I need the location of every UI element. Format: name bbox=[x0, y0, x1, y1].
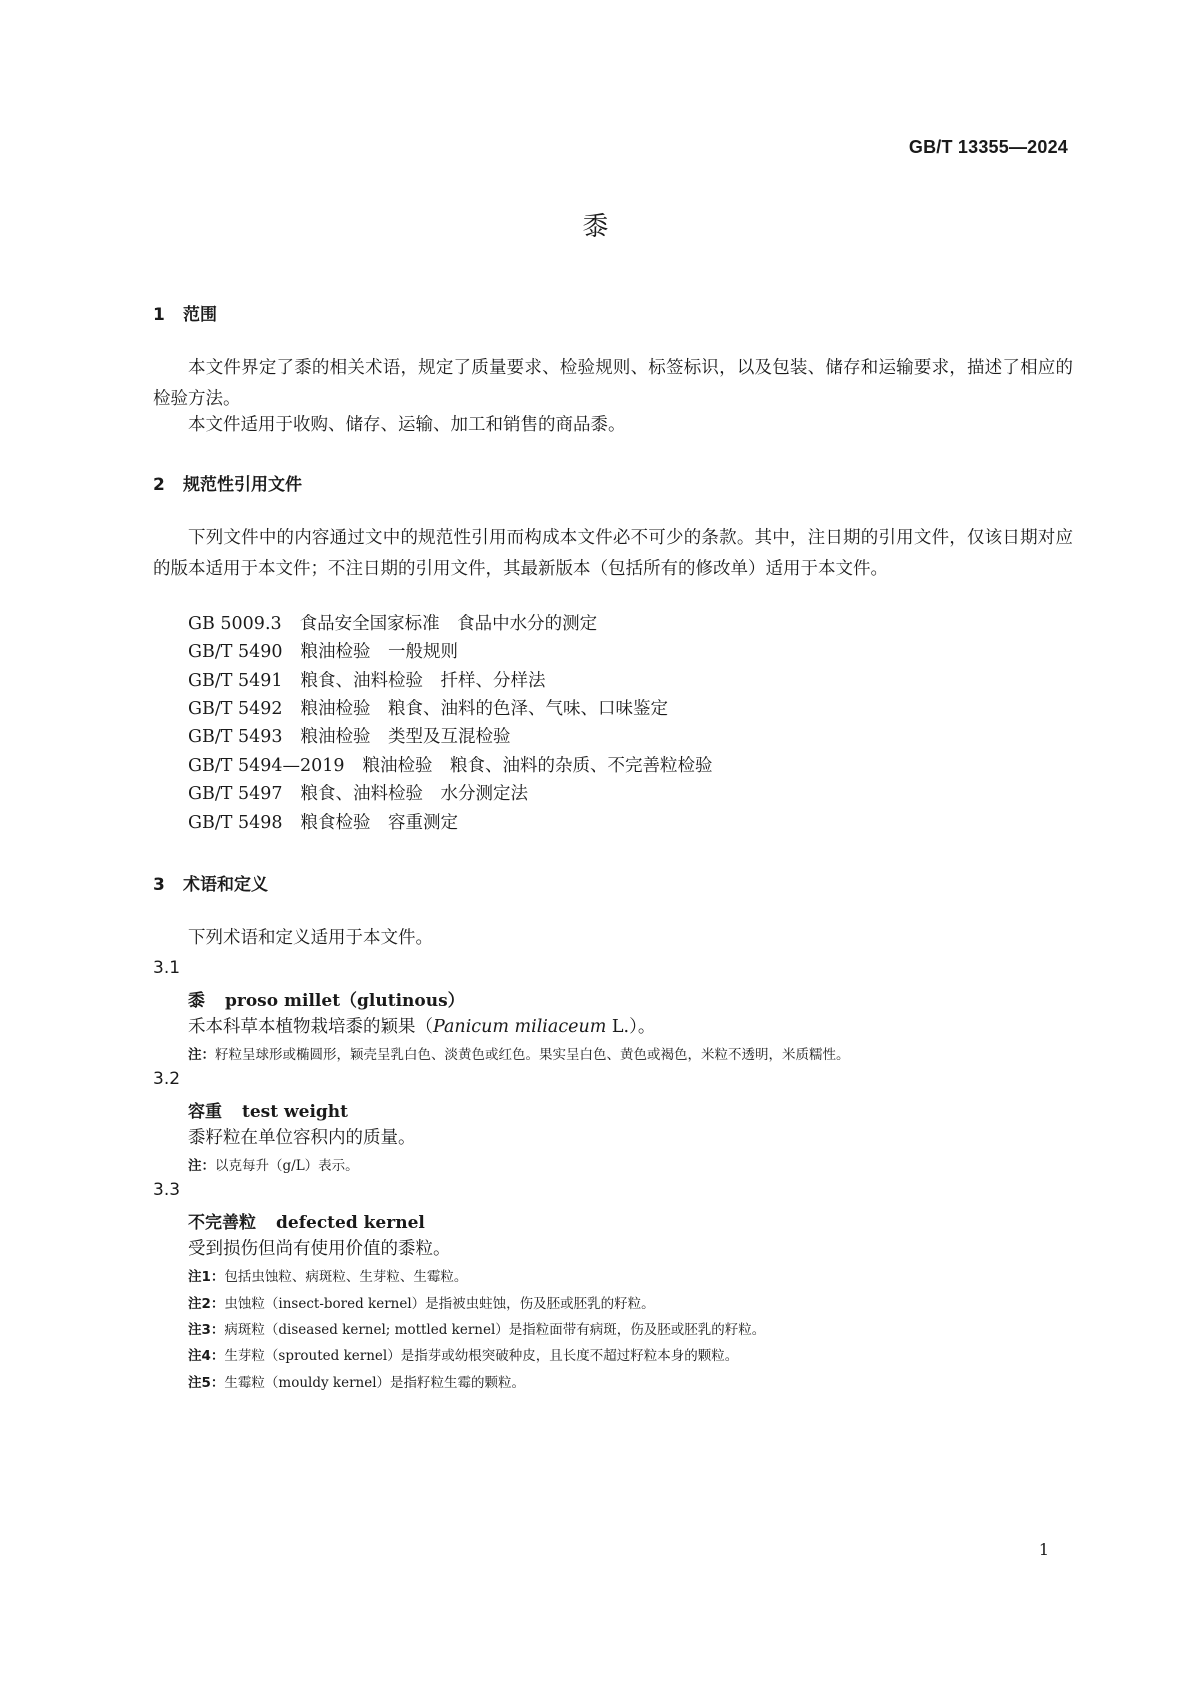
term-definition-text: L.）。 bbox=[606, 1017, 656, 1037]
reference-code: GB/T 5491 bbox=[188, 671, 283, 691]
paragraph: 下列文件中的内容通过文中的规范性引用而构成本文件必不可少的条款。其中，注日期的引用文件，仅该日期对应的版本适用于本文件；不注日期的引用文件，其最新版本（包括所有的修改单）适用于本文件。 bbox=[153, 528, 1073, 579]
note-label: 注： bbox=[188, 1047, 215, 1063]
reference-title: 粮食、油料检验 扦样、分样法 bbox=[300, 671, 546, 691]
term-name-zh: 不完善粒 bbox=[188, 1213, 256, 1233]
note-label: 注： bbox=[188, 1158, 215, 1174]
reference-item bbox=[188, 808, 458, 838]
reference-title: 粮食检验 容重测定 bbox=[300, 813, 459, 833]
term-number: 3.2 bbox=[153, 1069, 181, 1089]
paragraph: 本文件适用于收购、储存、运输、加工和销售的商品黍。 bbox=[188, 415, 626, 435]
reference-title: 粮油检验 粮食、油料的色泽、气味、口味鉴定 bbox=[300, 699, 669, 719]
section-number: 1 bbox=[153, 305, 165, 325]
term-name bbox=[188, 1097, 348, 1122]
reference-item bbox=[188, 609, 597, 639]
term-name-en: proso millet（glutinous） bbox=[225, 991, 465, 1011]
reference-title: 粮油检验 类型及互混检验 bbox=[300, 727, 511, 747]
reference-item bbox=[188, 722, 511, 752]
reference-code: GB/T 5498 bbox=[188, 813, 283, 833]
note-text: 籽粒呈球形或椭圆形，颖壳呈乳白色、淡黄色或红色。果实呈白色、黄色或褐色，米粒不透明，米质糯性。 bbox=[215, 1047, 850, 1063]
paragraph: 本文件界定了黍的相关术语，规定了质量要求、检验规则、标签标识，以及包装、储存和运输要求，描述了相应的检验方法。 bbox=[153, 358, 1073, 409]
term-note bbox=[188, 1292, 655, 1312]
section-heading-scope bbox=[153, 300, 217, 325]
reference-title: 粮油检验 一般规则 bbox=[300, 642, 459, 662]
term-note bbox=[188, 1043, 850, 1063]
section-title: 规范性引用文件 bbox=[183, 475, 302, 495]
reference-item bbox=[188, 637, 458, 667]
term-definition bbox=[188, 1013, 655, 1038]
reference-item bbox=[188, 666, 546, 696]
reference-code: GB/T 5497 bbox=[188, 784, 283, 804]
term-note bbox=[188, 1318, 765, 1338]
note-text: 以克每升（g/L）表示。 bbox=[215, 1158, 359, 1174]
note-label: 注3： bbox=[188, 1322, 225, 1338]
section-heading-terms bbox=[153, 870, 268, 895]
term-note bbox=[188, 1265, 467, 1285]
reference-code: GB/T 5490 bbox=[188, 642, 283, 662]
term-name-zh: 容重 bbox=[188, 1102, 222, 1122]
reference-code: GB 5009.3 bbox=[188, 614, 282, 634]
document-code: GB/T 13355—2024 bbox=[908, 137, 1068, 157]
term-definition-text: 禾本科草本植物栽培黍的颖果（ bbox=[188, 1017, 433, 1037]
note-text: 病斑粒（diseased kernel; mottled kernel）是指粒面带有病斑，伤及胚或胚乳的籽粒。 bbox=[224, 1322, 766, 1338]
term-note bbox=[188, 1154, 359, 1174]
note-label: 注5： bbox=[188, 1375, 225, 1391]
term-name bbox=[188, 986, 465, 1011]
term-name-zh: 黍 bbox=[188, 991, 205, 1011]
term-number: 3.3 bbox=[153, 1180, 181, 1200]
note-text: 包括虫蚀粒、病斑粒、生芽粒、生霉粒。 bbox=[224, 1269, 468, 1285]
section-number: 3 bbox=[153, 875, 165, 895]
term-note bbox=[188, 1344, 738, 1364]
term-name-en: test weight bbox=[242, 1102, 349, 1122]
term-number: 3.1 bbox=[153, 958, 181, 978]
reference-item bbox=[188, 694, 668, 724]
document-title: 黍 bbox=[582, 212, 609, 242]
reference-title: 食品安全国家标准 食品中水分的测定 bbox=[299, 614, 598, 634]
reference-code: GB/T 5494—2019 bbox=[188, 756, 345, 776]
section-title: 范围 bbox=[183, 305, 217, 325]
note-text: 虫蚀粒（insect-bored kernel）是指被虫蛀蚀，伤及胚或胚乳的籽粒。 bbox=[224, 1296, 655, 1312]
reference-item bbox=[188, 751, 713, 781]
reference-title: 粮油检验 粮食、油料的杂质、不完善粒检验 bbox=[362, 756, 713, 776]
page-number: 1 bbox=[1038, 1540, 1049, 1559]
note-label: 注2： bbox=[188, 1296, 225, 1312]
reference-code: GB/T 5493 bbox=[188, 727, 283, 747]
note-label: 注4： bbox=[188, 1348, 225, 1364]
note-text: 生霉粒（mouldy kernel）是指籽粒生霉的颗粒。 bbox=[224, 1375, 526, 1391]
scientific-name: Panicum miliaceum bbox=[433, 1017, 607, 1037]
section-number: 2 bbox=[153, 475, 165, 495]
section-title: 术语和定义 bbox=[183, 875, 268, 895]
note-label: 注1： bbox=[188, 1269, 225, 1285]
section-heading-normative bbox=[153, 470, 302, 495]
paragraph: 下列术语和定义适用于本文件。 bbox=[188, 928, 433, 948]
term-note bbox=[188, 1371, 525, 1391]
note-text: 生芽粒（sprouted kernel）是指芽或幼根突破种皮，且长度不超过籽粒本身的颗粒。 bbox=[224, 1348, 739, 1364]
reference-title: 粮食、油料检验 水分测定法 bbox=[300, 784, 529, 804]
term-definition: 黍籽粒在单位容积内的质量。 bbox=[188, 1128, 416, 1148]
term-name-en: defected kernel bbox=[276, 1213, 425, 1233]
reference-item bbox=[188, 779, 528, 809]
term-name bbox=[188, 1208, 425, 1233]
term-definition: 受到损伤但尚有使用价值的黍粒。 bbox=[188, 1239, 451, 1259]
reference-code: GB/T 5492 bbox=[188, 699, 283, 719]
